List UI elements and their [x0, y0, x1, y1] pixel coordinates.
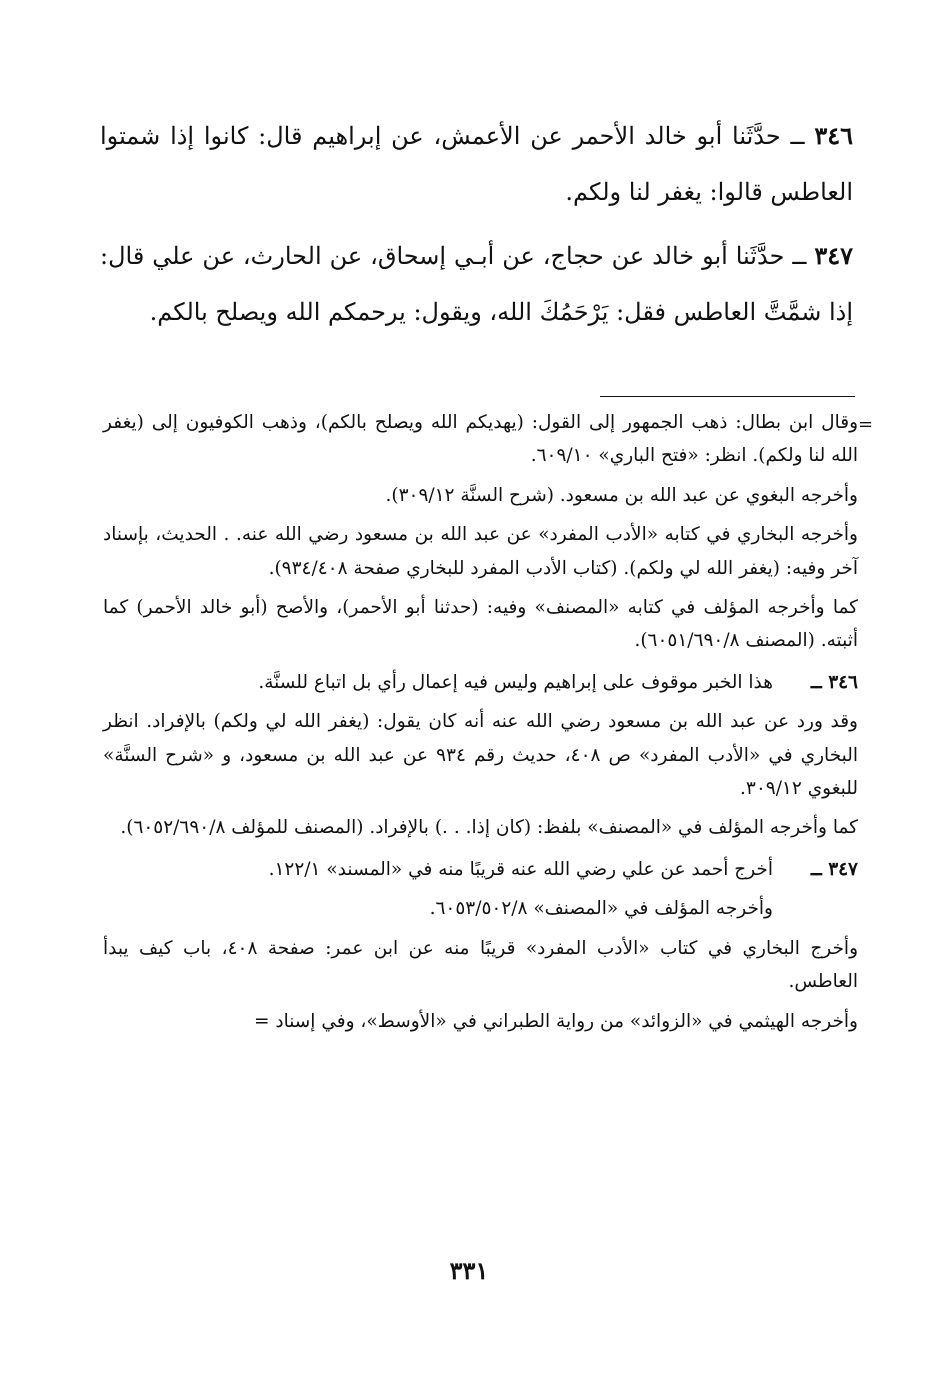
footnote-347 [103, 853, 858, 1038]
main-text [100, 108, 853, 348]
footnote-second-line: وأخرجه المؤلف في «المصنف» ٦٠٥٣/٥٠٢/٨. [429, 898, 773, 920]
footnote-paragraph: كما وأخرجه المؤلف في كتابه «المصنف» وفيه: (حدثنا أبو الأحمر)، والأصح (أبو خالد الأحمر) كما أثبته. (المصنف ٦٠٥١/٦٩٠/٨). [103, 597, 858, 652]
footnote-first-line: أخرج أحمد عن علي رضي الله عنه قريبًا منه في «المسند» ١٢٢/١. [268, 858, 773, 880]
hadith-346 [100, 108, 853, 220]
footnotes [103, 406, 858, 1046]
footnote-paragraph: وأخرجه البخاري في كتابه «الأدب المفرد» عن عبد الله بن مسعود رضي الله عنه. . الحديث، بإسناد آخر وفيه: (يغفر الله لي ولكم). (كتاب الأدب المفرد للبخاري صفحة ٩٣٤/٤٠٨). [103, 524, 858, 579]
footnote-first-line: هذا الخبر موقوف على إبراهيم وليس فيه إعمال رأي بل اتباع للسنَّة. [258, 671, 773, 693]
footnote-continued [103, 406, 858, 658]
page-number: ٣٣١ [449, 1256, 489, 1285]
footnote-number: ٣٤٧ ــ [810, 858, 858, 880]
footnote-divider [600, 396, 855, 397]
hadith-text: ــ حدَّثَنا أبو خالد الأحمر عن الأعمش، عن إبراهيم قال: كانوا إذا شمتوا العاطس قالوا: يغفر لنا ولكم. [100, 122, 853, 206]
hadith-347 [100, 228, 853, 340]
footnote-paragraph: كما وأخرجه المؤلف في «المصنف» بلفظ: (كان إذا. . .) بالإفراد. (المصنف للمؤلف ٦٠٥٢/٦٩٠/٨). [120, 817, 858, 839]
hadith-number: ٣٤٦ [814, 121, 854, 150]
hadith-number: ٣٤٧ [814, 241, 853, 270]
footnote-paragraph: وأخرج البخاري في كتاب «الأدب المفرد» قريبًا منه عن ابن عمر: صفحة ٤٠٨، باب كيف يبدأ العاطس. [103, 937, 858, 993]
footnote-paragraph: وقال ابن بطال: ذهب الجمهور إلى القول: (يهديكم الله ويصلح بالكم)، وذهب الكوفيون إلى (يغفر الله لنا ولكم). انظر: «فتح الباري» ٦٠٩/١٠. [103, 412, 858, 467]
footnote-346 [103, 666, 858, 845]
footnote-paragraph: وأخرجه الهيثمي في «الزوائد» من رواية الطبراني في «الأوسط»، وفي إسناد = [253, 1010, 858, 1032]
continuation-mark: = [858, 414, 874, 435]
footnote-paragraph: وقد ورد عن عبد الله بن مسعود رضي الله عنه أنه كان يقول: (يغفر الله لي ولكم) بالإفراد. انظر البخاري في «الأدب المفرد» ص ٤٠٨، حديث رقم ٩٣٤ عن عبد الله بن مسعود، و «شرح السنَّة» للبغوي ٣٠٩/١٢. [103, 711, 858, 800]
hadith-text: ــ حدَّثَنا أبو خالد عن حجاج، عن أبـي إسحاق، عن الحارث، عن علي قال: إذا شمَّتَّ العاطس فقل: يَرْحَمُكَ الله، ويقول: يرحمكم الله ويصلح بالكم. [100, 242, 853, 326]
footnote-number: ٣٤٦ ــ [810, 671, 858, 693]
footnote-paragraph: وأخرجه البغوي عن عبد الله بن مسعود. (شرح السنَّة ٣٠٩/١٢). [385, 484, 858, 506]
